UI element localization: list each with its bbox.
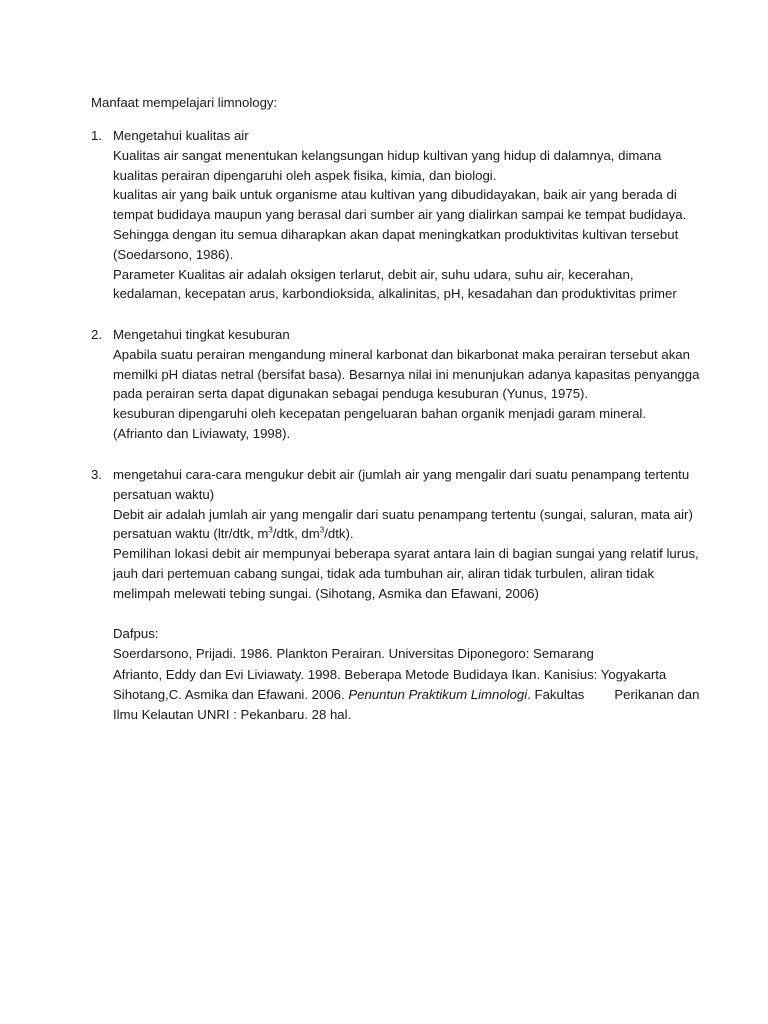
units-text-pre: persatuan waktu (ltr/dtk, m	[113, 526, 269, 542]
list-item-body	[113, 465, 699, 604]
paragraph-line: jauh dari pertemuan cabang sungai, tidak ada tumbuhan air, aliran tidak turbulen, aliran tidak	[113, 565, 655, 581]
units-text-post: /dtk).	[324, 526, 354, 542]
reference-text: . Fakultas	[527, 687, 585, 703]
paragraph-line: Debit air adalah jumlah air yang mengalir dari suatu penampang tertentu (sungai, saluran, mata air)	[113, 506, 693, 522]
superscript: 3	[319, 526, 325, 535]
paragraph-line: Pemilihan lokasi debit air mempunyai beberapa syarat antara lain di bagian sungai yang relatif lurus,	[113, 546, 699, 562]
item-title: mengetahui cara-cara mengukur debit air (jumlah air yang mengalir dari suatu penampang tertentu	[113, 467, 690, 482]
paragraph-line: Sehingga dengan itu semua diharapkan akan dapat meningkatkan produktivitas kultivan tersebut	[113, 226, 679, 242]
paragraph-line: kesuburan dipengaruhi oleh kecepatan pengeluaran bahan organik menjadi garam mineral.	[113, 406, 646, 422]
paragraph-line: tempat budidaya maupun yang berasal dari sumber air yang dialirkan sampai ke tempat budidaya.	[113, 207, 687, 223]
item-title: Mengetahui tingkat kesuburan	[113, 327, 290, 342]
paragraph-line: Parameter Kualitas air adalah oksigen terlarut, debit air, suhu udara, suhu air, kecerahan,	[113, 266, 634, 282]
reference-entry: Afrianto, Eddy dan Evi Liviawaty. 1998. Beberapa Metode Budidaya Ikan. Kanisius: Yogyakarta	[113, 666, 667, 682]
references-title: Dafpus:	[113, 626, 159, 641]
paragraph-line: kedalaman, kecepatan arus, karbondioksida, alkalinitas, pH, kesadahan dan produktivitas primer	[113, 286, 677, 302]
reference-text: Sihotang,C. Asmika dan Efawani. 2006.	[113, 687, 349, 703]
list-item-body	[113, 325, 700, 444]
paragraph-line-units	[113, 524, 685, 544]
paragraph-line: persatuan waktu)	[113, 486, 215, 502]
paragraph-line: (Soedarsono, 1986).	[113, 246, 234, 262]
list-number: 1.	[91, 128, 102, 143]
paragraph-line: Kualitas air sangat menentukan kelangsungan hidup kultivan yang hidup di dalamnya, dimana	[113, 147, 662, 163]
item-title: Mengetahui kualitas air	[113, 128, 249, 143]
paragraph-line: pada perairan serta dapat digunakan sebagai penduga kesuburan (Yunus, 1975).	[113, 386, 589, 402]
reference-title-italic: Penuntun Praktikum Limnologi	[348, 687, 528, 703]
list-number: 3.	[91, 467, 102, 482]
reference-entry: Soerdarsono, Prijadi. 1986. Plankton Perairan. Universitas Diponegoro: Semarang	[113, 645, 594, 661]
units-text-mid: /dtk, dm	[272, 526, 320, 542]
reference-text: Perikanan dan	[614, 687, 700, 703]
list-item-body	[113, 126, 685, 304]
paragraph-line: (Afrianto dan Liviawaty, 1998).	[113, 425, 291, 441]
list-number: 2.	[91, 327, 102, 342]
reference-entry-continuation: Ilmu Kelautan UNRI : Pekanbaru. 28 hal.	[113, 707, 352, 723]
paragraph-line: kualitas perairan dipengaruhi oleh aspek fisika, kimia, dan biologi.	[113, 167, 497, 183]
references-section	[113, 624, 700, 725]
paragraph-line: melimpah melewati tebing sungai. (Sihotang, Asmika dan Efawani, 2006)	[113, 585, 539, 601]
paragraph-line: kualitas air yang baik untuk organisme atau kultivan yang dibudidayakan, baik air yang berada di	[113, 187, 677, 203]
paragraph-line: Apabila suatu perairan mengandung mineral karbonat dan bikarbonat maka perairan tersebut akan	[113, 346, 690, 362]
paragraph-line: memilki pH diatas netral (bersifat basa). Besarnya nilai ini menunjukan adanya kapasitas penyangga	[113, 366, 700, 382]
document-heading: Manfaat mempelajari limnology:	[91, 95, 278, 110]
reference-entry	[113, 685, 700, 705]
superscript: 3	[268, 526, 273, 535]
